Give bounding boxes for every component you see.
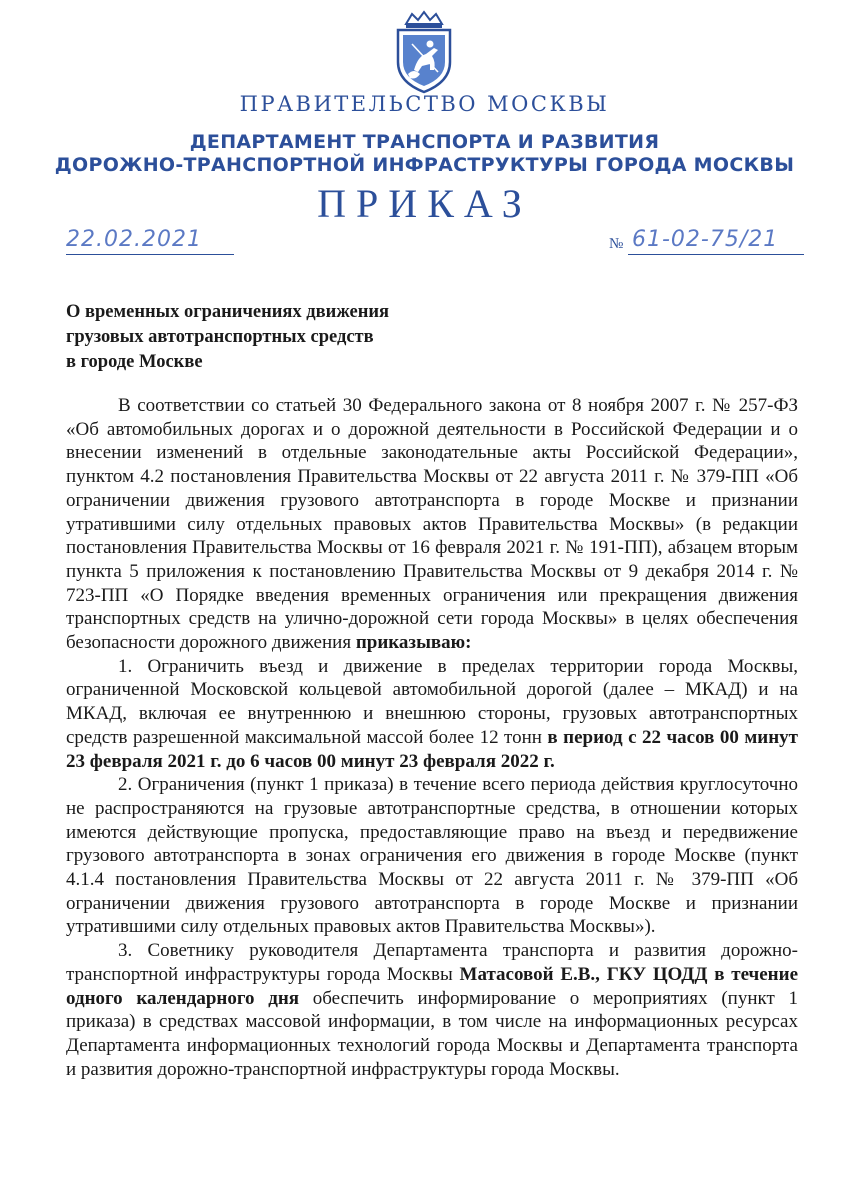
item-text: 2. Ограничения (пункт 1 приказа) в течение всего периода действия круглосуточно не распространяются на грузовые автотранспортные средства, в отношении которых имеются действующие пропуска, предоставляющие право на въезд и передвижение грузового автотранспорта в зонах ограничения его движения в городе Москве (пункт 4.1.4 постановления Правительства Москвы от 22 августа 2011 г. № 379-ПП «Об ограничении движения грузового автотранспорта в городе Москве и признании утратившими силу отдельных правовых актов Правительства Москвы»). (66, 774, 798, 938)
preamble-text: В соответствии со статьей 30 Федерального закона от 8 ноября 2007 г. № 257-ФЗ «Об автомобильных дорогах и о дорожной деятельности в Российской Федерации и о внесении изменений в отдельные законодательные акты Российской Федерации», пунктом 4.2 постановления Правительства Москвы от 22 августа 2011 г. № 379-ПП «Об ограничении движения грузового автотранспорта в городе Москве и признании утратившими силу отдельных правовых актов Правительства Москвы» (в редакции постановления Правительства Москвы от 16 февраля 2021 г. № 191-ПП), абзацем вторым пункта 5 приложения к постановлению Правительства Москвы от 9 декабря 2014 г. № 723-ПП «О Порядке введения временных ограничения или прекращения движения транспортных средств на улично-дорожной сети города Москвы» в целях обеспечения безопасности дорожного движения (66, 395, 798, 654)
subject-line: в городе Москве (66, 352, 203, 372)
order-item-3 (66, 939, 798, 1081)
item-emphasis: Матасовой Е.В., ГКУ ЦОДД в течение одного календарного дня (66, 963, 799, 1009)
preamble-paragraph (66, 394, 798, 655)
document-subject (66, 300, 389, 375)
department-name-line1: ДЕПАРТАМЕНТ ТРАНСПОРТА И РАЗВИТИЯ (189, 131, 660, 153)
date-field (66, 222, 234, 255)
handwritten-number: 61-02-75/21 (632, 227, 779, 252)
document-type-title: ПРИКАЗ (317, 181, 532, 226)
order-item-2 (66, 773, 798, 939)
moscow-coat-of-arms-icon (384, 10, 464, 94)
document-body (66, 394, 798, 1081)
government-name: ПРАВИТЕЛЬСТВО МОСКВЫ (239, 92, 610, 116)
item-emphasis: в период с 22 часов 00 минут 23 февраля 2021 г. до 6 часов 00 минут 23 февраля 2022 г. (66, 726, 798, 772)
order-item-1 (66, 655, 798, 774)
item-text: 3. Советнику руководителя Департамента транспорта и развития дорожно-транспортной инфраструктуры города Москвы (66, 940, 798, 985)
subject-line: грузовых автотранспортных средств (66, 327, 374, 347)
number-sign: № (609, 236, 624, 252)
order-keyword: приказываю: (355, 632, 472, 654)
subject-line: О временных ограничениях движения (66, 302, 390, 322)
item-text: 1. Ограничить въезд и движение в пределах территории города Москвы, ограниченной Московской кольцевой автомобильной дорогой (далее – МКАД) и на МКАД, включая ее внутреннюю и внешнюю стороны, грузовых автотранспортных средств разрешенной максимальной массой более 12 тонн (66, 655, 798, 748)
item-text: обеспечить информирование о мероприятиях (пункт 1 приказа) в средствах массовой информации, в том числе на информационных ресурсах Департамента информационных технологий города Москвы и Департамента транспорта и развития дорожно-транспортной инфраструктуры города Москвы. (66, 987, 798, 1080)
department-name-line2: ДОРОЖНО-ТРАНСПОРТНОЙ ИНФРАСТРУКТУРЫ ГОРОДА МОСКВЫ (54, 154, 795, 176)
handwritten-date: 22.02.2021 (66, 227, 202, 252)
number-field (628, 222, 804, 255)
